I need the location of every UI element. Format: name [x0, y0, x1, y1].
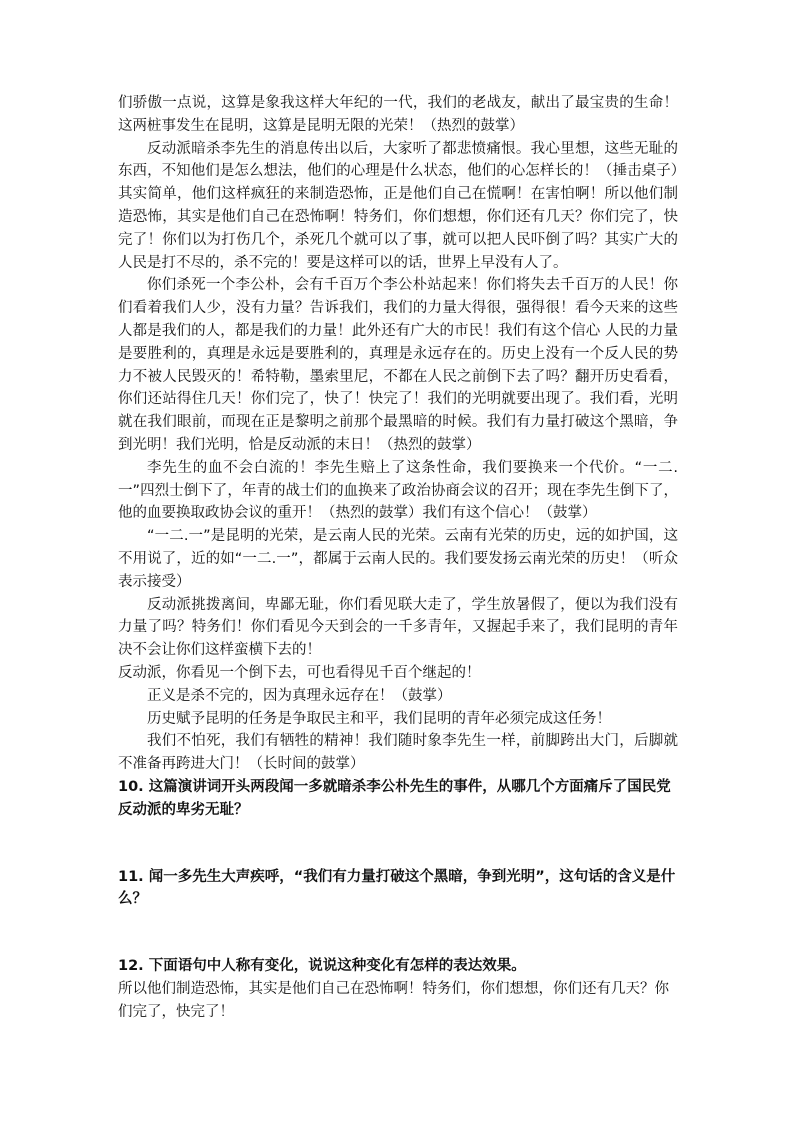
document-page	[118, 92, 678, 1023]
speech-paragraph: 反动派暗杀李先生的消息传出以后，大家听了都悲愤痛恨。我心里想，这些无耻的东西，不知他们是怎么想法，他们的心理是什么状态，他们的心怎样长的！（捶击桌子）其实简单，他们这样疯狂的来制造恐怖，正是他们自己在慌啊！在害怕啊！所以他们制造恐怖，其实是他们自己在恐怖啊！特务们，你们想想，你们还有几天？你们完了，快完了！你们以为打伤几个，杀死几个就可以了事，就可以把人民吓倒了吗？其实广大的人民是打不尽的，杀不完的！要是这样可以的话，世界上早没有人了。	[118, 140, 678, 271]
answer-space	[118, 822, 678, 866]
speech-paragraph: 们骄傲一点说，这算是象我这样大年纪的一代，我们的老战友，献出了最宝贵的生命！这两桩事发生在昆明，这算是昆明无限的光荣！（热烈的鼓掌）	[118, 95, 678, 134]
speech-paragraph: 你们杀死一个李公朴，会有千百万个李公朴站起来！你们将失去千百万的人民！你们看着我们人少，没有力量？告诉我们，我们的力量大得很，强得很！看今天来的这些人都是我们的人，都是我们的力量！此外还有广大的市民！我们有这个信心 人民的力量是要胜利的，真理是永远是要胜利的，真理是永远存在的。历史上没有一个反人民的势力不被人民毁灭的！希特勒，墨索里尼，不都在人民之前倒下去了吗？翻开历史看看，你们还站得住几天！你们完了，快了！快完了！我们的光明就要出现了。我们看，光明就在我们眼前，而现在正是黎明之前那个最黑暗的时候。我们有力量打破这个黑暗，争到光明！我们光明，恰是反动派的末日！（热烈的鼓掌）	[118, 277, 678, 453]
speech-paragraph: 我们不怕死，我们有牺牲的精神！我们随时象李先生一样，前脚跨出大门，后脚就不准备再跨进大门！（长时间的鼓掌）	[118, 733, 678, 773]
question-11: 11. 闻一多先生大声疾呼，“我们有力量打破这个黑暗，争到光明”，这句话的含义是什么？	[118, 868, 676, 908]
speech-paragraph: 反动派，你看见一个倒下去，可也看得见千百个继起的！	[118, 664, 481, 681]
question-12-quote: 所以他们制造恐怖，其实是他们自己在恐怖啊！特务们，你们想想，你们还有几天？你们完了，快完了！	[118, 980, 669, 1020]
speech-paragraph: “一二.一”是昆明的光荣，是云南人民的光荣。云南有光荣的历史，远的如护国，这不用说了，近的如“一二.一”，都属于云南人民的。我们要发扬云南光荣的历史！（听众表示接受）	[118, 528, 678, 590]
speech-paragraph: 李先生的血不会白流的！李先生赔上了这条性命，我们要换来一个代价。“一二.一”四烈士倒下了，年青的战士们的血换来了政治协商会议的召开；现在李先生倒下了，他的血要换取政协会议的重开！（热烈的鼓掌）我们有这个信心！（鼓掌）	[118, 459, 678, 522]
question-12: 12. 下面语句中人称有变化，说说这种变化有怎样的表达效果。	[118, 958, 526, 975]
speech-paragraph: 历史赋予昆明的任务是争取民主和平，我们昆明的青年必须完成这任务！	[147, 710, 611, 727]
answer-space	[118, 911, 678, 955]
speech-paragraph: 反动派挑拨离间，卑鄙无耻，你们看见联大走了，学生放暑假了，便以为我们没有力量了吗？特务们！你们看见今天到会的一千多青年，又握起手来了，我们昆明的青年决不会让你们这样蛮横下去的！	[118, 596, 678, 659]
question-10: 10. 这篇演讲词开头两段闻一多就暗杀李公朴先生的事件，从哪几个方面痛斥了国民党反动派的卑劣无耻？	[118, 778, 671, 818]
speech-paragraph: 正义是杀不完的，因为真理永远存在！（鼓掌）	[147, 687, 452, 704]
